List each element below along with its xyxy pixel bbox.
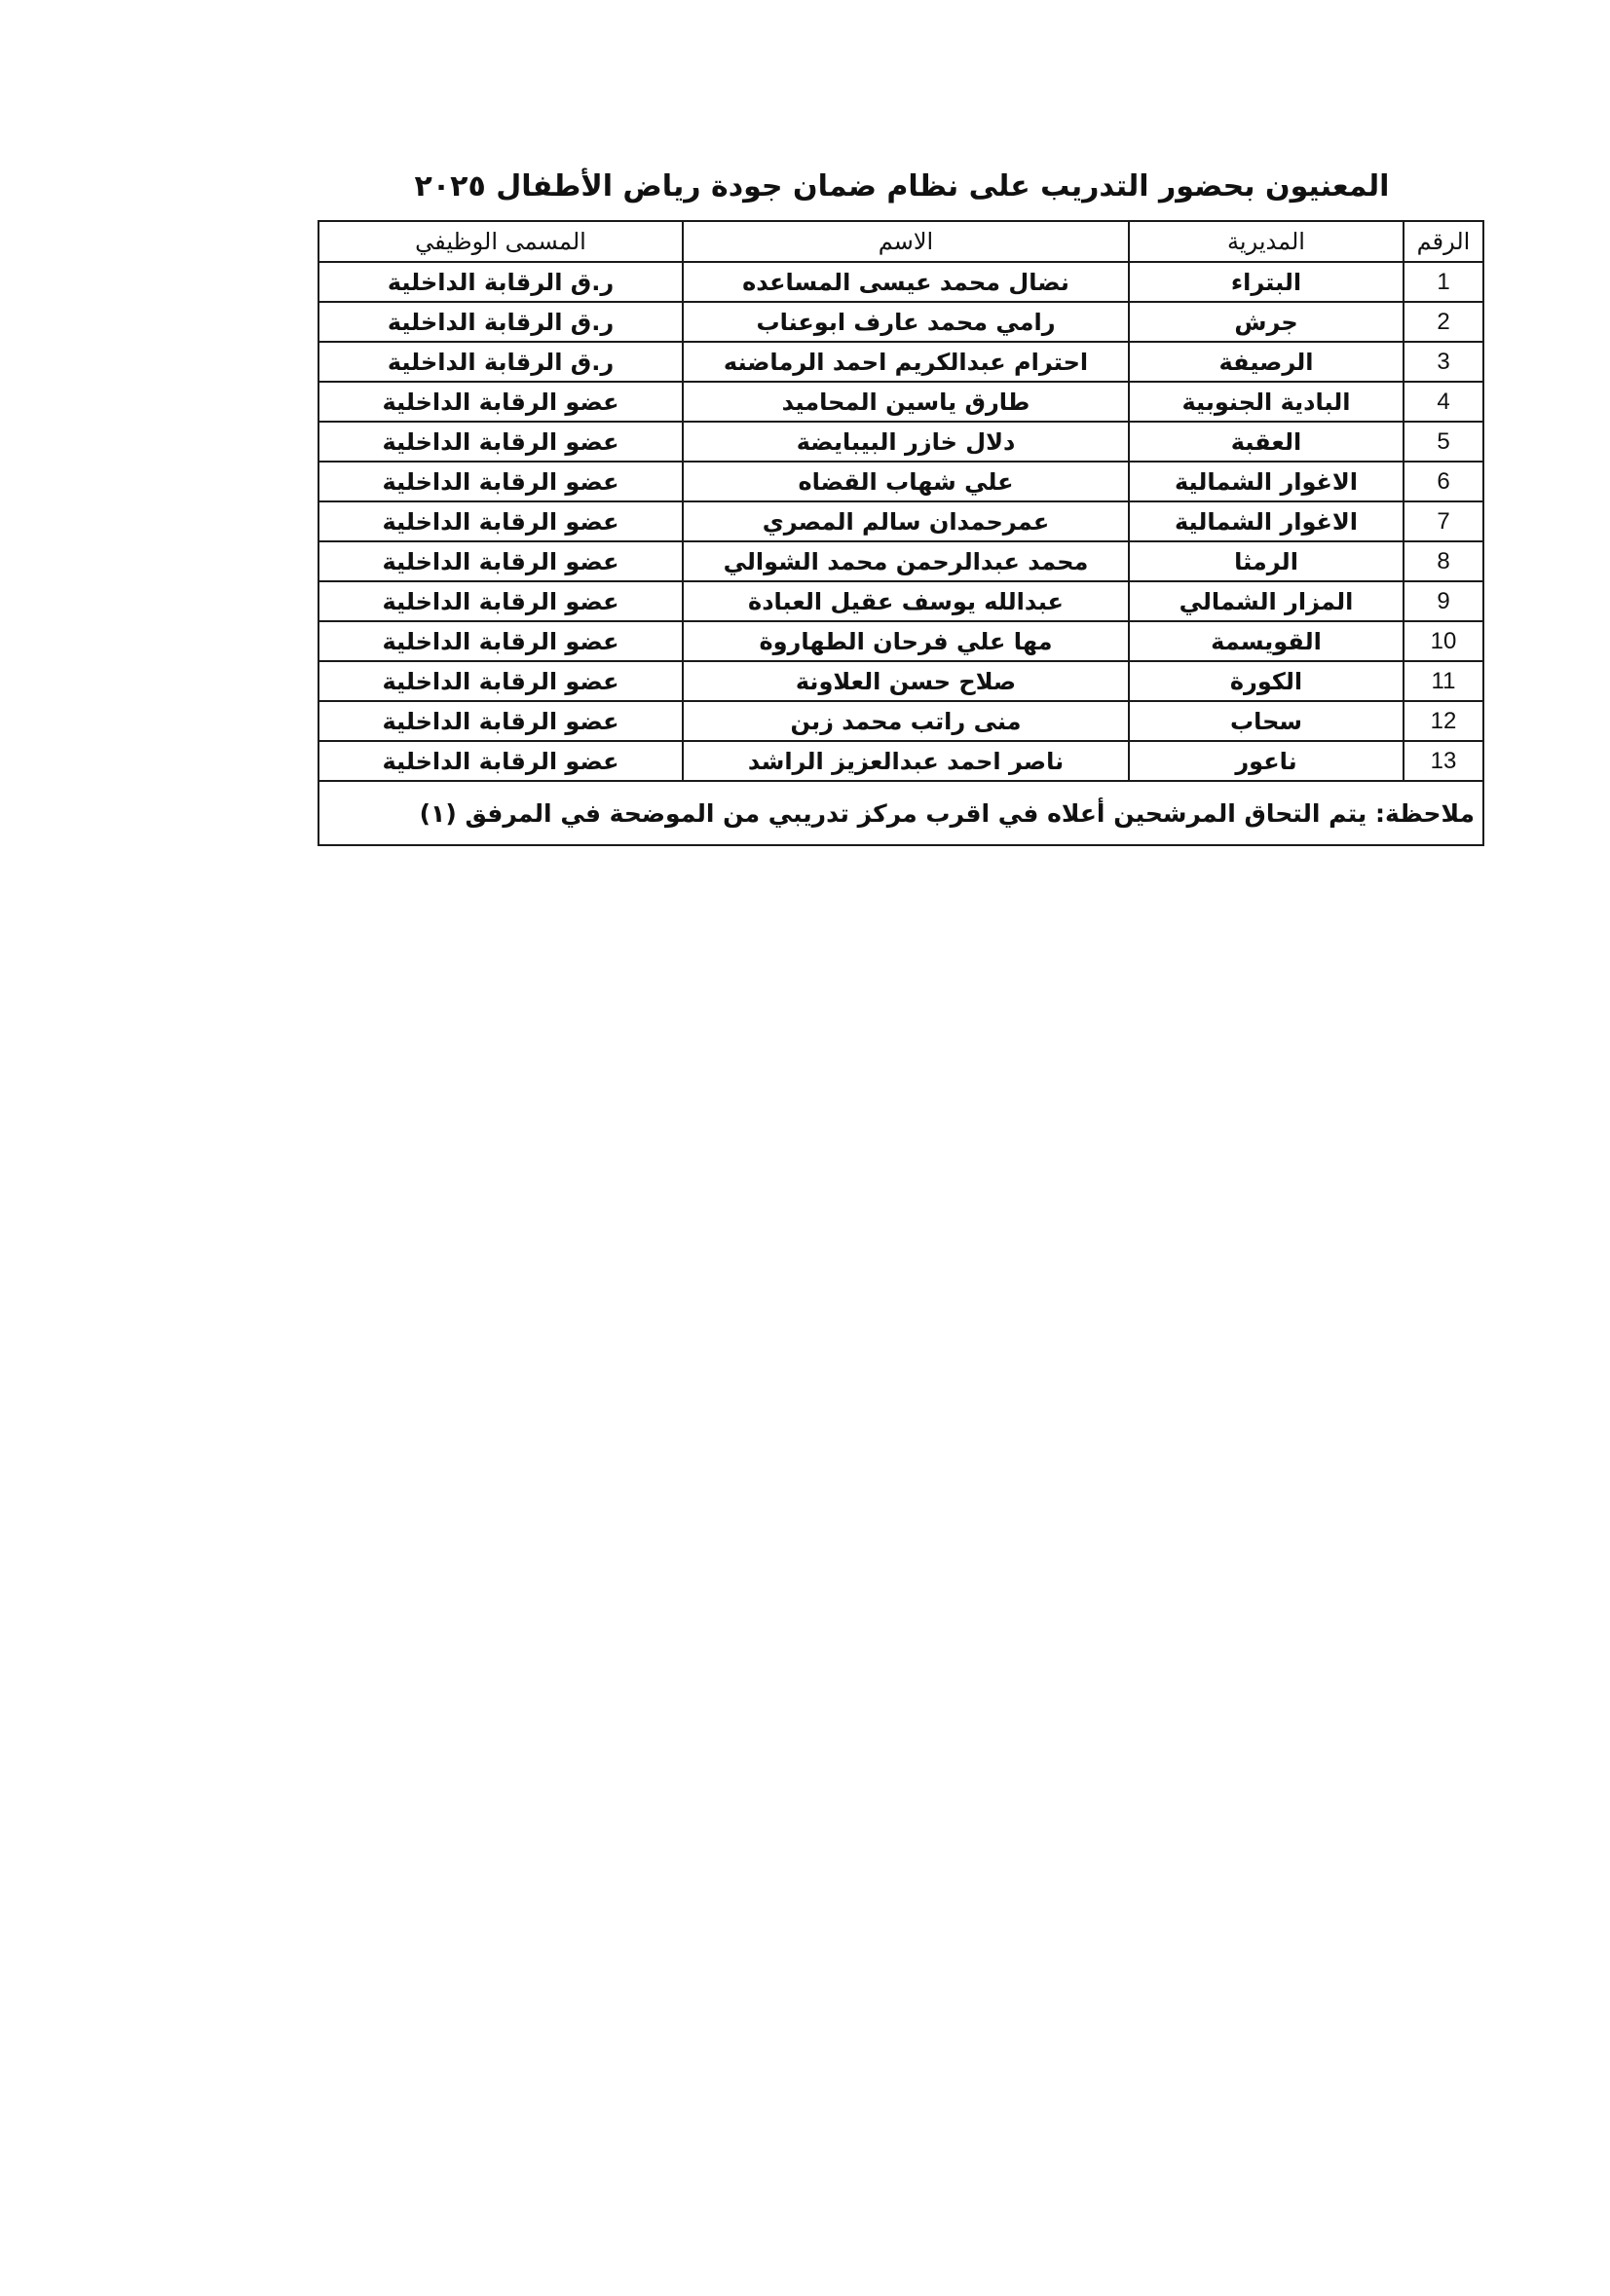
cell-job-title: عضو الرقابة الداخلية (318, 701, 683, 741)
cell-num: 11 (1404, 661, 1483, 701)
table-row (318, 262, 1483, 302)
header-directorate: المديرية (1129, 221, 1404, 262)
cell-num: 13 (1404, 741, 1483, 781)
cell-name: ناصر احمد عبدالعزيز الراشد (683, 741, 1129, 781)
cell-num: 6 (1404, 462, 1483, 501)
cell-job-title: عضو الرقابة الداخلية (318, 382, 683, 422)
cell-job-title: عضو الرقابة الداخلية (318, 501, 683, 541)
header-num: الرقم (1404, 221, 1483, 262)
cell-num: 1 (1404, 262, 1483, 302)
cell-job-title: عضو الرقابة الداخلية (318, 541, 683, 581)
cell-name: علي شهاب القضاه (683, 462, 1129, 501)
document-title: المعنيون بحضور التدريب على نظام ضمان جودة رياض الأطفال ٢٠٢٥ (414, 169, 1390, 204)
cell-name: احترام عبدالكريم احمد الرماضنه (683, 342, 1129, 382)
table-row (318, 302, 1483, 342)
table-row (318, 541, 1483, 581)
cell-name: عبدالله يوسف عقيل العبادة (683, 581, 1129, 621)
table-row (318, 382, 1483, 422)
cell-name: مها علي فرحان الطهاروة (683, 621, 1129, 661)
table-row (318, 701, 1483, 741)
table-header-row (318, 221, 1483, 262)
cell-job-title: عضو الرقابة الداخلية (318, 422, 683, 462)
cell-directorate: الاغوار الشمالية (1129, 501, 1404, 541)
cell-job-title: ر.ق الرقابة الداخلية (318, 342, 683, 382)
table-row (318, 422, 1483, 462)
cell-directorate: الكورة (1129, 661, 1404, 701)
table-row (318, 661, 1483, 701)
header-job-title: المسمى الوظيفي (318, 221, 683, 262)
attendees-table (318, 220, 1484, 846)
note-text: ملاحظة: يتم التحاق المرشحين أعلاه في اقرب مركز تدريبي من الموضحة في المرفق (١) (318, 781, 1483, 845)
cell-num: 4 (1404, 382, 1483, 422)
cell-job-title: ر.ق الرقابة الداخلية (318, 302, 683, 342)
cell-job-title: عضو الرقابة الداخلية (318, 621, 683, 661)
cell-directorate: المزار الشمالي (1129, 581, 1404, 621)
note-row (318, 781, 1483, 845)
cell-directorate: الاغوار الشمالية (1129, 462, 1404, 501)
cell-num: 10 (1404, 621, 1483, 661)
cell-directorate: ناعور (1129, 741, 1404, 781)
cell-directorate: جرش (1129, 302, 1404, 342)
cell-num: 5 (1404, 422, 1483, 462)
cell-name: محمد عبدالرحمن محمد الشوالي (683, 541, 1129, 581)
table-row (318, 501, 1483, 541)
table-row (318, 342, 1483, 382)
table-row (318, 741, 1483, 781)
table-row (318, 621, 1483, 661)
cell-name: منى راتب محمد زبن (683, 701, 1129, 741)
table-body (318, 262, 1483, 781)
cell-num: 2 (1404, 302, 1483, 342)
table-row (318, 581, 1483, 621)
cell-job-title: عضو الرقابة الداخلية (318, 741, 683, 781)
header-name: الاسم (683, 221, 1129, 262)
cell-num: 3 (1404, 342, 1483, 382)
table-row (318, 462, 1483, 501)
cell-num: 7 (1404, 501, 1483, 541)
cell-directorate: البتراء (1129, 262, 1404, 302)
cell-name: نضال محمد عيسى المساعده (683, 262, 1129, 302)
cell-job-title: عضو الرقابة الداخلية (318, 661, 683, 701)
cell-num: 12 (1404, 701, 1483, 741)
cell-directorate: سحاب (1129, 701, 1404, 741)
cell-name: عمرحمدان سالم المصري (683, 501, 1129, 541)
cell-name: طارق ياسين المحاميد (683, 382, 1129, 422)
cell-directorate: القويسمة (1129, 621, 1404, 661)
cell-num: 8 (1404, 541, 1483, 581)
cell-directorate: الرمثا (1129, 541, 1404, 581)
cell-job-title: عضو الرقابة الداخلية (318, 462, 683, 501)
cell-directorate: العقبة (1129, 422, 1404, 462)
cell-directorate: البادية الجنوبية (1129, 382, 1404, 422)
cell-name: دلال خازر البيبايضة (683, 422, 1129, 462)
cell-job-title: ر.ق الرقابة الداخلية (318, 262, 683, 302)
cell-num: 9 (1404, 581, 1483, 621)
cell-directorate: الرصيفة (1129, 342, 1404, 382)
cell-job-title: عضو الرقابة الداخلية (318, 581, 683, 621)
cell-name: صلاح حسن العلاونة (683, 661, 1129, 701)
cell-name: رامي محمد عارف ابوعناب (683, 302, 1129, 342)
